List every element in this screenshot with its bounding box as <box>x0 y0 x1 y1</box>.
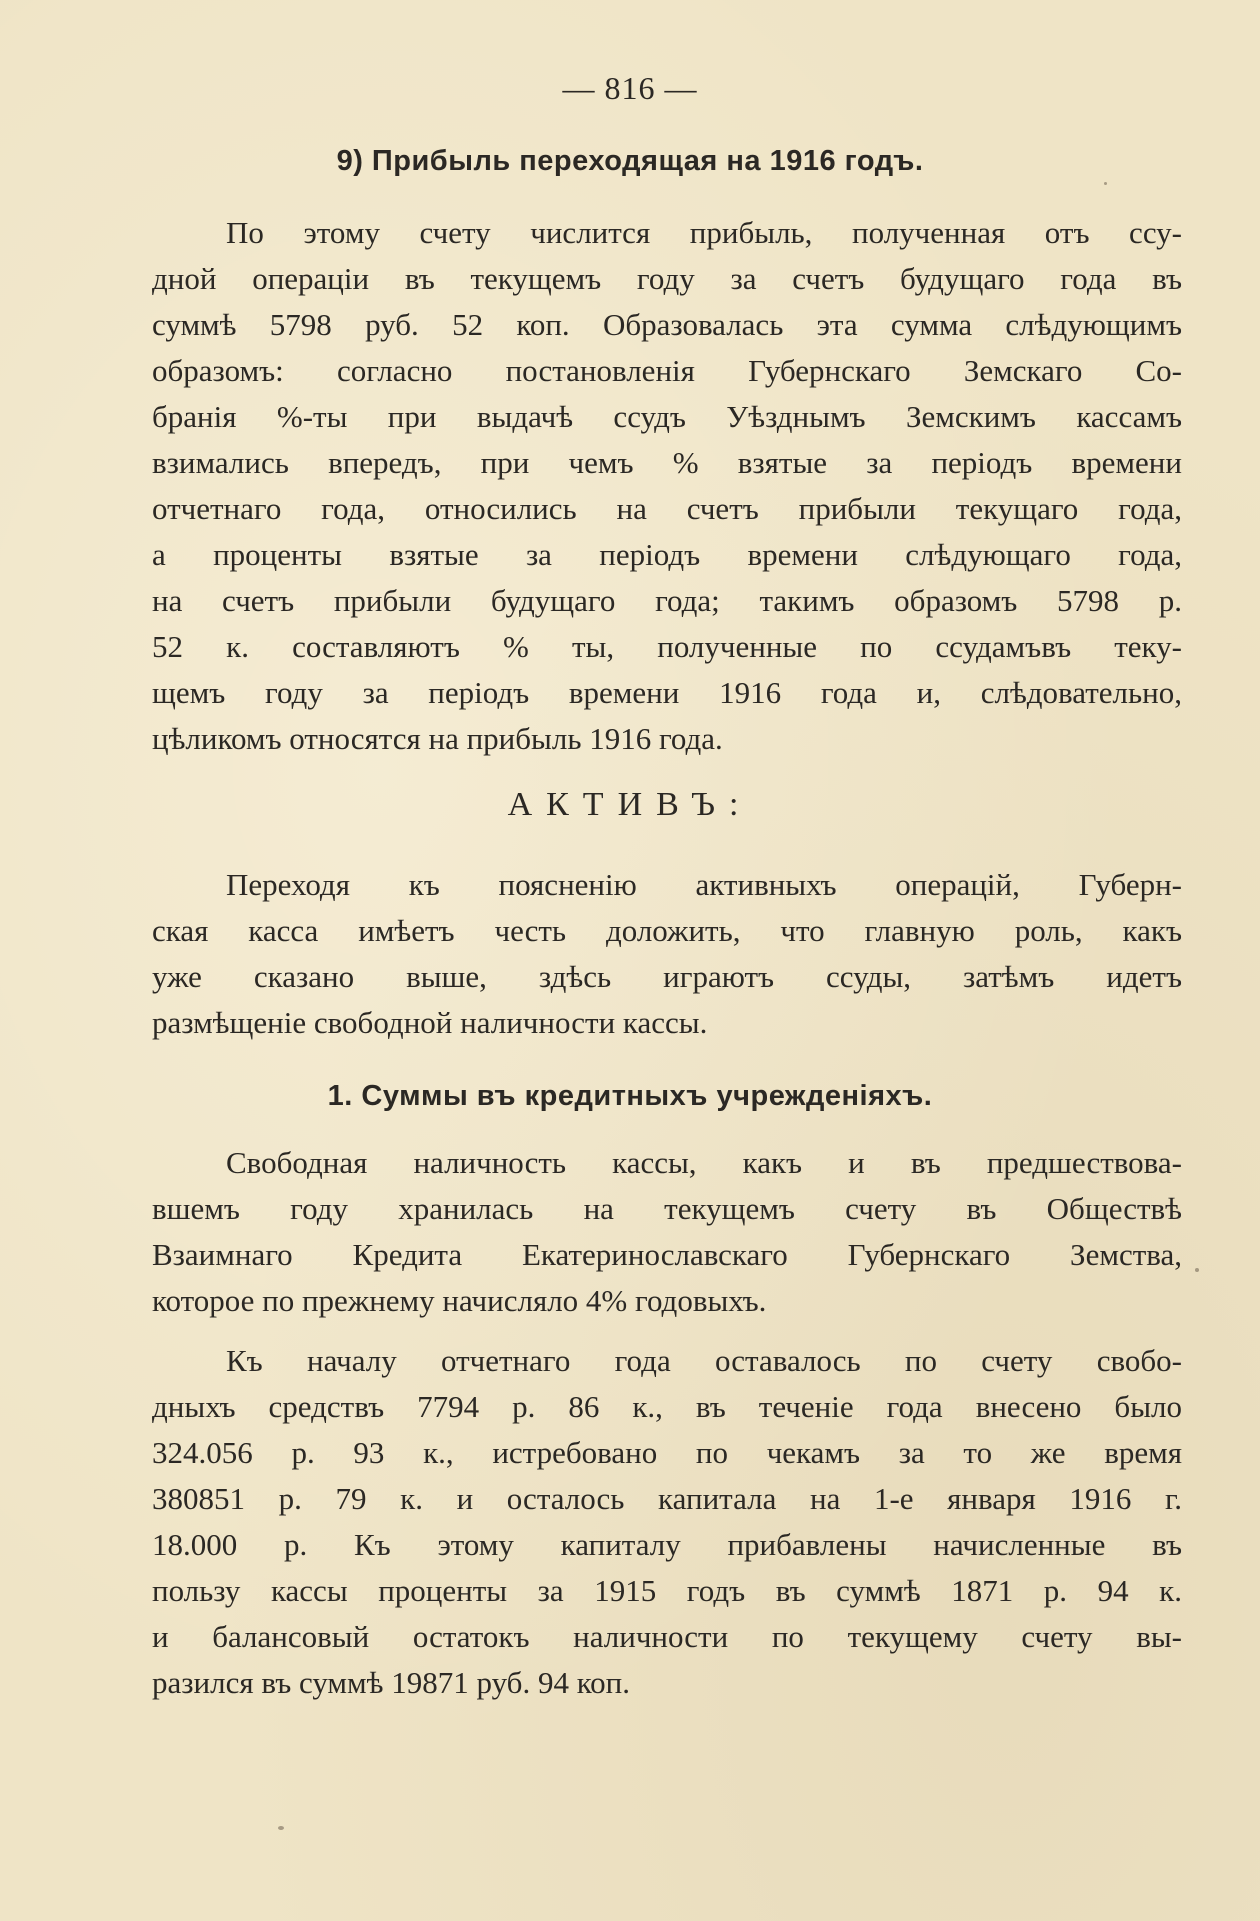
text-line: 52 к. составляютъ % ты, полученные по ссудамъвъ теку- <box>152 629 1182 664</box>
text-line: 324.056 р. 93 к., истребовано по чекамъ за то же время <box>152 1435 1182 1470</box>
paragraph-profit <box>152 210 1182 762</box>
paragraph-sums-2 <box>152 1338 1182 1706</box>
text-line: Свободная наличность кассы, какъ и въ предшествова- <box>226 1145 1182 1180</box>
heading-profit-1916: 9) Прибыль переходящая на 1916 годъ. <box>336 145 924 177</box>
paper-speck <box>1104 182 1107 185</box>
text-line: суммѣ 5798 руб. 52 коп. Образовалась эта сумма слѣдующимъ <box>152 307 1182 342</box>
text-line: По этому счету числится прибыль, полученная отъ ссу- <box>226 215 1182 250</box>
text-line: отчетнаго года, относились на счетъ прибыли текущаго года, <box>152 491 1182 526</box>
text-line: Переходя къ поясненію активныхъ операцій, Губерн- <box>226 867 1182 902</box>
text-line: дныхъ средствъ 7794 р. 86 к., въ теченіе года внесено было <box>152 1389 1182 1424</box>
text-line: ская касса имѣетъ честь доложить, что главную роль, какъ <box>152 913 1182 948</box>
paper-speck <box>1195 1268 1199 1272</box>
text-line: дной операціи въ текущемъ году за счетъ будущаго года въ <box>152 261 1182 296</box>
text-line: разился въ суммѣ 19871 руб. 94 коп. <box>152 1665 631 1700</box>
text-line: размѣщеніе свободной наличности кассы. <box>152 1005 708 1040</box>
text-line: которое по прежнему начисляло 4% годовыхъ. <box>152 1283 767 1318</box>
text-line: вшемъ году хранилась на текущемъ счету въ Обществѣ <box>152 1191 1182 1226</box>
paragraph-assets <box>152 862 1182 1046</box>
text-line: образомъ: согласно постановленія Губернскаго Земскаго Со- <box>152 353 1182 388</box>
text-line: 18.000 р. Къ этому капиталу прибавлены начисленные въ <box>152 1527 1182 1562</box>
section-title-assets: АКТИВЪ: <box>507 786 753 823</box>
text-line: Взаимнаго Кредита Екатеринославскаго Губернскаго Земства, <box>152 1237 1182 1272</box>
text-line: уже сказано выше, здѣсь играютъ ссуды, затѣмъ идетъ <box>152 959 1182 994</box>
text-line: Къ началу отчетнаго года оставалось по счету свобо- <box>226 1343 1182 1378</box>
text-line: пользу кассы проценты за 1915 годъ въ суммѣ 1871 р. 94 к. <box>152 1573 1182 1608</box>
text-line: бранія %-ты при выдачѣ ссудъ Уѣзднымъ Земскимъ кассамъ <box>152 399 1182 434</box>
paragraph-sums-1 <box>152 1140 1182 1324</box>
paper-speck <box>278 1826 284 1830</box>
text-line: взимались впередъ, при чемъ % взятые за періодъ времени <box>152 445 1182 480</box>
page-number: — 816 — <box>562 70 698 106</box>
text-line: на счетъ прибыли будущаго года; такимъ образомъ 5798 р. <box>152 583 1182 618</box>
text-line: а проценты взятые за періодъ времени слѣдующаго года, <box>152 537 1182 572</box>
text-line: цѣликомъ относятся на прибыль 1916 года. <box>152 721 723 756</box>
text-line: и балансовый остатокъ наличности по текущему счету вы- <box>152 1619 1182 1654</box>
text-line: 380851 р. 79 к. и осталось капитала на 1-е января 1916 г. <box>152 1481 1182 1516</box>
heading-sums-in-credit-institutions: 1. Суммы въ кредитныхъ учрежденіяхъ. <box>327 1080 933 1112</box>
text-line: щемъ году за періодъ времени 1916 года и, слѣдовательно, <box>152 675 1182 710</box>
